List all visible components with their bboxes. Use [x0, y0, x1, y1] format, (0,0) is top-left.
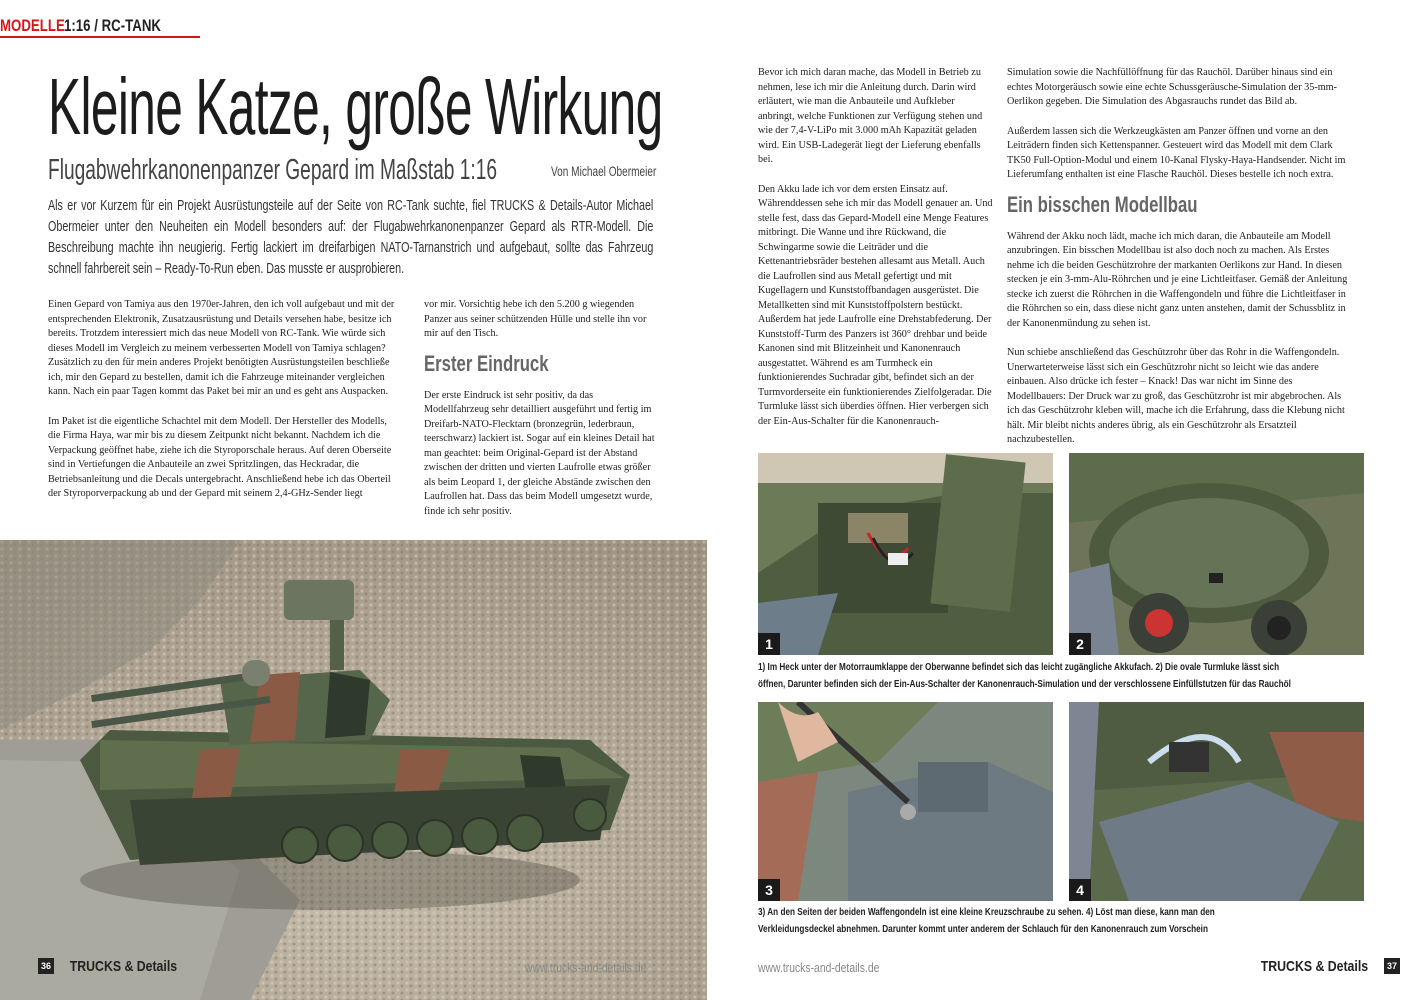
- photo-number-3: 3: [758, 879, 780, 901]
- section-topic: 1:16 / RC-TANK: [64, 16, 162, 35]
- caption-line: 3) An den Seiten der beiden Waffengondeln ist eine kleine Kreuzschraube zu sehen. 4) Löst man diese, kann man den: [758, 906, 1215, 918]
- caption-line: 1) Im Heck unter der Motorraumklappe der Oberwanne befindet sich das leicht zugängliche Akkufach. 2) Die ovale Turmluke lässt sich: [758, 661, 1280, 673]
- paragraph: Außerdem lassen sich die Werkzeugkästen am Panzer öffnen und vorne an den Leiträdern finden sich Kettenspanner. Gesteuert wird das Modell mit dem Clark TK50 Full-Option-Modul und einem 10-Kanal Flysky-Haya-Handsender. Nicht im Lieferumfang enthalten ist eine Flasche Rauchöl. Dieses bestelle ich noch extra.: [1007, 125, 1346, 180]
- footer-left: [0, 957, 189, 973]
- footer-brand-right: TRUCKS & Details: [1260, 957, 1369, 975]
- text-column-3: [758, 66, 993, 444]
- paragraph: Einen Gepard von Tamiya aus den 1970er-Jahren, den ich voll aufgebaut und mit der entsprechenden Elektronik, Zusatzausrüstung und Details versehen habe, besitze ich bereits. Trotzdem interessiert mich das neue Modell von RC-Tank. Wie würde sich dieses Modell im Vergleich zu meinem verbesserten Modell von Tamiya schlagen? Zusätzlich zu den für mein anderes Projekt benötigten Ausrüstungsteilen beschließe ich, mir den Gepard zu bestellen, damit ich die Fahrzeuge miteinander vergleichen kann. Nach ein paar Tagen kommt das Paket bei mir an und es geht ans Auspacken.: [48, 299, 395, 397]
- article-subtitle: Flugabwehrkanonenpanzer Gepard im Maßstab 1:16: [48, 154, 497, 186]
- paragraph: vor mir. Vorsichtig hebe ich den 5.200 g wiegenden Panzer aus seiner schützenden Hülle und stelle ihn vor mir auf den Tisch.: [424, 299, 647, 339]
- article-lead: Als er vor Kurzem für ein Projekt Ausrüstungsteile auf der Seite von RC-Tank suchte, fiel TRUCKS & Details-Autor Michael Obermeier unter den Neuheiten ein Modell besonders auf: der Flugabwehrkanonenpanzer Gepard als RTR-Modell. Die Beschreibung machte ihn neugierig. Fertig lackiert im dreifarbigen NATO-Tarnanstrich und aufgebaut, sollte das Fahrzeug schnell fahrbereit sein – Ready-To-Run eben. Das musste er ausprobieren.: [48, 198, 654, 277]
- photo-2-turret-hatch: [1069, 453, 1364, 655]
- caption-line: öffnen, Darunter befinden sich der Ein-Aus-Schalter der Kanonenrauch-Simulation und der verschlossene Einfüllstutzen für das Rauchöl: [758, 678, 1291, 690]
- footer-right: [1249, 957, 1400, 975]
- caption-line: Verkleidungsdeckel abnehmen. Darunter kommt unter anderem der Schlauch für den Kanonenrauch zum Vorschein: [758, 923, 1208, 935]
- photo-1-battery-compartment: [758, 453, 1053, 655]
- paragraph: Bevor ich mich daran mache, das Modell in Betrieb zu nehmen, lese ich mir die Anleitung durch. Darin wird erläutert, wie man die Anbauteile und Aufkleber anbringt, welche Funktionen zur Verfügung stehen und wie der 7,4-V-LiPo mit 3.000 mAh Kapazität geladen wird. Ein USB-Ladegerät liegt der Lieferung ebenfalls bei.: [758, 67, 983, 165]
- right-page: [707, 0, 1414, 1000]
- photo-number-2: 2: [1069, 633, 1091, 655]
- article-author: Von Michael Obermeier: [551, 163, 657, 179]
- photo-number-4: 4: [1069, 879, 1091, 901]
- subheading: Ein bisschen Modellbau: [1007, 191, 1198, 217]
- footer-brand-left: TRUCKS & Details: [69, 957, 178, 975]
- footer-url-right[interactable]: www.trucks-and-details.de: [758, 960, 880, 975]
- header-rule: [0, 36, 200, 38]
- photo-3-screw: [758, 702, 1053, 901]
- text-column-2: [424, 298, 656, 534]
- paragraph: Während der Akku noch lädt, mache ich mich daran, die Anbauteile am Modell anzubringen. Ein bisschen Modellbau ist also doch noch zu machen. Als Erstes nehme ich die beiden Geschützrohre der markanten Oerlikons zur Hand. In diesen stecken je ein 3-mm-Alu-Röhrchen und je eine Lichtleitfaser. Gemäß der Anleitung stecke ich zuerst die Röhrchen in die Waffengondeln und führe die Lichtleitfaser in die Röhrchen so ein, dass diese nicht ganz unten anstehen, damit der Schussblitz in der Kanonenmündung zu sehen ist.: [1007, 230, 1348, 329]
- text-column-4: [1007, 66, 1353, 463]
- section-header: [0, 12, 200, 36]
- paragraph: Der erste Eindruck ist sehr positiv, da das Modellfahrzeug sehr detailliert ausgeführt und fertig im Dreifarb-NATO-Flecktarn (bronzegrün, lederbraun, teerschwarz) lackiert ist. Sogar auf ein kleines Detail hat man geachtet: beim Original-Gepard ist der Abstand zwischen der dritten und vierten Laufrolle etwas größer als beim Leopard 1, der gleiche Abstände zwischen den Laufrollen hat. Dass das beim Modell umgesetzt wurde, finde ich sehr positiv.: [424, 389, 655, 517]
- paragraph: Nun schiebe anschließend das Geschützrohr über das Rohr in die Waffengondeln. Unerwarteterweise lässt sich ein Geschützrohr nicht so leicht wie das andere einbauen. Also drücke ich fester – Knack! Das war nicht im Sinne des Modellbauers: Der Druck war zu groß, das Geschützrohr ist mir abgebrochen. Als ich das Geschützrohr kleben will, mache ich die Erfahrung, dass die Klebung nicht hält. Mir bleibt nichts anderes übrig, als ein Geschützrohr als Ersatzteil nachzubestellen.: [1007, 347, 1345, 445]
- paragraph: Simulation sowie die Nachfüllöffnung für das Rauchöl. Darüber hinaus sind ein echtes Motorgeräusch sowie eine echte Schussgeräusche-Simulation der 35-mm-Oerlikon gegeben. Die Simulation des Abgasrauchs rundet das Bild ab.: [1007, 67, 1337, 107]
- paragraph: Im Paket ist die eigentliche Schachtel mit dem Modell. Der Hersteller des Modells, die Firma Haya, war mir bis zu diesem Zeitpunkt nicht bekannt. Nachdem ich die Verpackung geöffnet habe, ziehe ich die Styroporschale heraus. Auf deren Oberseite sind in Vertiefungen die Anbauteile an zwei Spritzlingen, das Heckradar, die Betriebsanleitung und die Decals untergebracht. Anschließend hebe ich das Oberteil der Styroporverpackung ab und der Gepard mit seinem 2,4-GHz-Sender liegt: [48, 415, 392, 499]
- caption-photos-1-2: [758, 659, 1291, 693]
- caption-photos-3-4: [758, 904, 1215, 938]
- section-label: MODELLE: [0, 16, 65, 35]
- photo-4-cover-removed: [1069, 702, 1364, 901]
- footer-url-left[interactable]: www.trucks-and-details.de: [525, 960, 647, 975]
- page-number-right: 37: [1384, 958, 1400, 974]
- paragraph: Den Akku lade ich vor dem ersten Einsatz auf. Währenddessen sehe ich mir das Modell genauer an. Und stelle fest, dass das Gepard-Modell eine Menge Features mitbringt. Die Wanne und ihre Rückwand, die Schwingarme sowie die Leiträder und die Kettenantriebsräder bestehen allesamt aus Metall. Auch die Laufrollen sind aus Metall gefertigt und mit Kugellagern und Kunststoffbandagen ausgerüstet. Die Metallketten sind mit Kunststoffpolstern bestückt. Außerdem hat jede Laufrolle eine Drehstabfederung. Der Kunststoff-Turm des Panzers ist 360° drehbar und beide Kanonen sind mit Blitzeinheit und Kanonenrauch ausgestattet. Während es am Turmheck ein funktionierendes Suchradar gibt, befindet sich an der Turmvorderseite ein funktionierendes Zielfolgeradar. Die Turmluke lässt sich überdies öffnen. Hier verbergen sich der Ein-Aus-Schalter für die Kanonenrauch-: [758, 183, 993, 427]
- text-column-1: [48, 298, 398, 517]
- article-title: Kleine Katze, große Wirkung: [48, 62, 663, 151]
- page-number-left: 36: [38, 958, 54, 974]
- subheading: Erster Eindruck: [424, 350, 549, 376]
- photo-number-1: 1: [758, 633, 780, 655]
- tank-photo: [0, 540, 707, 1000]
